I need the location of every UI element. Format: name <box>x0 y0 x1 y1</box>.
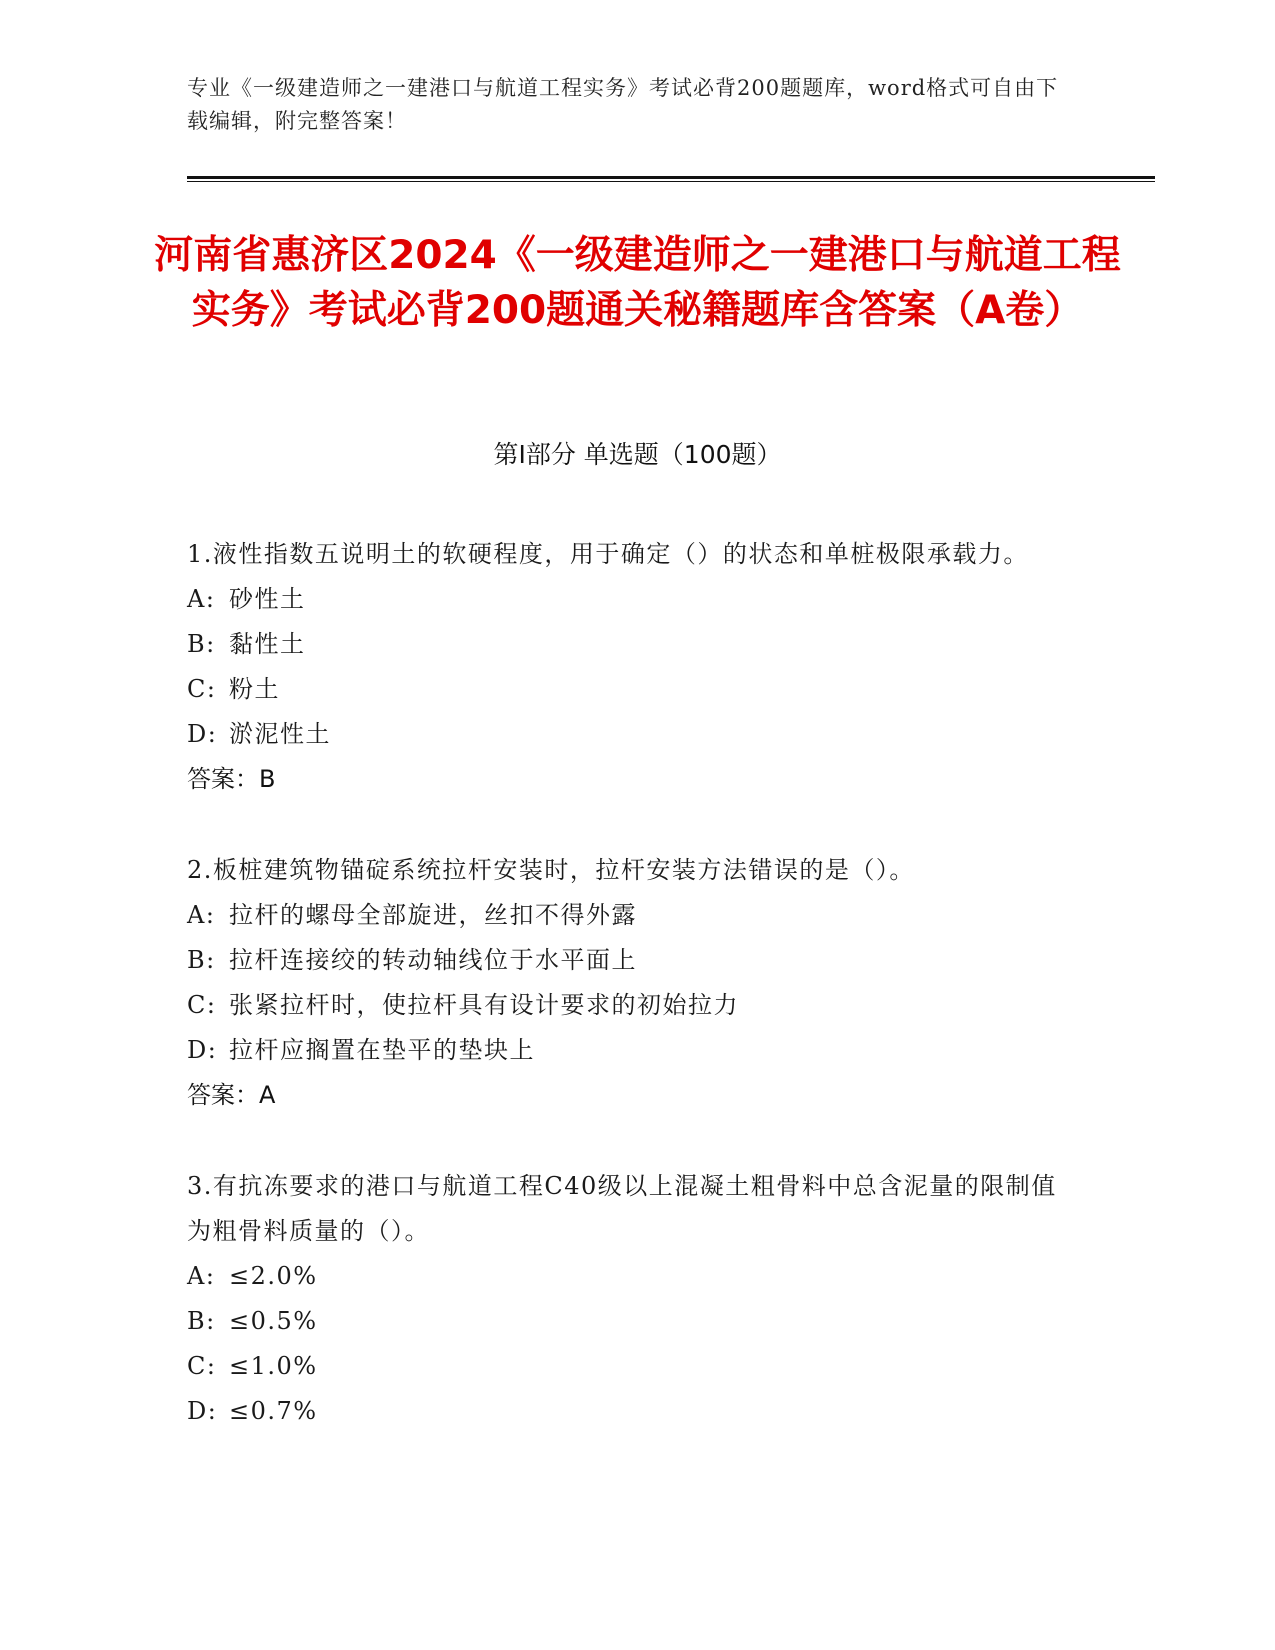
option-key: B: <box>187 630 216 658</box>
option-text: 张紧拉杆时，使拉杆具有设计要求的初始拉力 <box>229 991 739 1019</box>
option-key: A: <box>187 901 216 929</box>
option-text: 粉土 <box>229 675 280 703</box>
option-text: 拉杆连接绞的转动轴线位于水平面上 <box>229 946 637 974</box>
option-text: 淤泥性土 <box>229 720 331 748</box>
option-key: D: <box>187 1397 218 1425</box>
answer: 答案：A <box>187 1081 276 1109</box>
option-text: ≤1.0% <box>229 1352 318 1380</box>
option-d <box>187 712 1067 757</box>
option-key: C: <box>187 1352 217 1380</box>
option-text: 拉杆的螺母全部旋进，丝扣不得外露 <box>229 901 637 929</box>
option-key: C: <box>187 991 217 1019</box>
option-b <box>187 938 1067 983</box>
option-text: 拉杆应搁置在垫平的垫块上 <box>229 1036 535 1064</box>
option-key: C: <box>187 675 217 703</box>
option-key: B: <box>187 946 216 974</box>
option-a <box>187 1254 1067 1299</box>
option-a <box>187 893 1067 938</box>
header-rule-thin <box>187 181 1155 182</box>
option-key: A: <box>187 585 216 613</box>
option-text: ≤0.5% <box>229 1307 318 1335</box>
question-1 <box>187 532 1067 802</box>
option-text: 砂性土 <box>229 585 306 613</box>
option-text: 黏性土 <box>229 630 306 658</box>
question-list <box>187 532 1067 1480</box>
question-stem: 3.有抗冻要求的港口与航道工程C40级以上混凝土粗骨料中总含泥量的限制值为粗骨料质量的（）。 <box>187 1172 1057 1245</box>
header-rule-thick <box>187 176 1155 179</box>
option-d <box>187 1028 1067 1073</box>
option-text: ≤2.0% <box>229 1262 318 1290</box>
answer: 答案：B <box>187 765 276 793</box>
question-stem: 2.板桩建筑物锚碇系统拉杆安装时，拉杆安装方法错误的是（）。 <box>187 856 915 884</box>
option-b <box>187 1299 1067 1344</box>
question-stem: 1.液性指数五说明土的软硬程度，用于确定（）的状态和单桩极限承载力。 <box>187 540 1029 568</box>
option-a <box>187 577 1067 622</box>
option-key: D: <box>187 720 218 748</box>
option-key: A: <box>187 1262 216 1290</box>
option-key: D: <box>187 1036 218 1064</box>
option-d <box>187 1389 1067 1434</box>
question-3 <box>187 1164 1067 1434</box>
section-title: 第Ⅰ部分 单选题（100题） <box>493 440 782 469</box>
option-c <box>187 983 1067 1028</box>
option-text: ≤0.7% <box>229 1397 318 1425</box>
option-b <box>187 622 1067 667</box>
question-2 <box>187 848 1067 1118</box>
header-note: 专业《一级建造师之一建港口与航道工程实务》考试必背200题题库，word格式可自由下载编辑，附完整答案！ <box>187 76 1059 133</box>
option-c <box>187 1344 1067 1389</box>
option-key: B: <box>187 1307 216 1335</box>
option-c <box>187 667 1067 712</box>
document-title: 河南省惠济区2024《一级建造师之一建港口与航道工程实务》考试必背200题通关秘籍题库含答案（A卷） <box>154 233 1121 333</box>
